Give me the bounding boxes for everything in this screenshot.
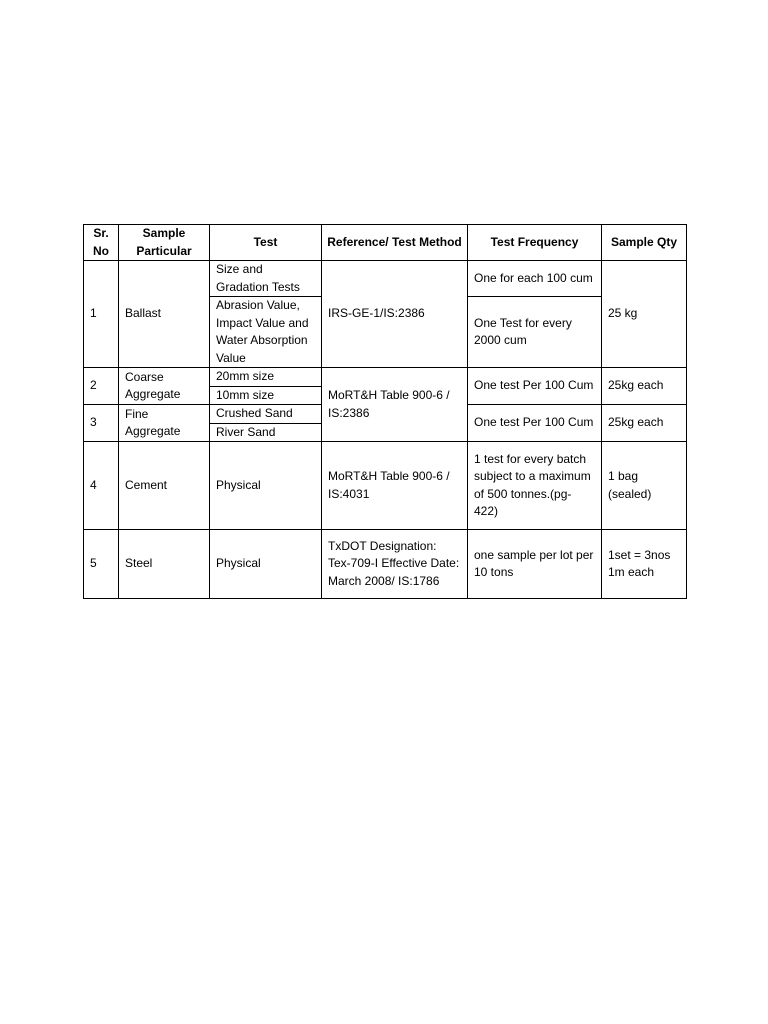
cell-test-frequency: One test Per 100 Cum [468,368,602,405]
cell-test: 10mm size [210,386,322,405]
cell-sr-no: 4 [84,442,119,530]
table-row-steel [84,530,687,599]
header-sample-qty: Sample Qty [602,225,687,261]
cell-test-frequency: One Test for every 2000 cum [468,297,602,368]
cell-test-frequency: one sample per lot per 10 tons [468,530,602,599]
cell-sr-no: 2 [84,368,119,405]
cell-test: Physical [210,530,322,599]
cell-reference: TxDOT Designation: Tex-709-I Effective Date: March 2008/ IS:1786 [322,530,468,599]
cell-sample-particular: Coarse Aggregate [119,368,210,405]
cell-sample-qty: 25kg each [602,368,687,405]
cell-test: Abrasion Value, Impact Value and Water Absorption Value [210,297,322,368]
cell-sample-qty: 25 kg [602,261,687,368]
header-reference: Reference/ Test Method [322,225,468,261]
cell-sr-no: 1 [84,261,119,368]
test-specification-table [83,224,687,599]
cell-sample-qty: 1set = 3nos 1m each [602,530,687,599]
cell-reference: IRS-GE-1/IS:2386 [322,261,468,368]
cell-test: 20mm size [210,368,322,387]
cell-sample-qty: 1 bag (sealed) [602,442,687,530]
cell-test-frequency: 1 test for every batch subject to a maximum of 500 tonnes.(pg-422) [468,442,602,530]
cell-test: Crushed Sand [210,405,322,424]
cell-sample-particular: Ballast [119,261,210,368]
cell-sample-particular: Steel [119,530,210,599]
cell-test: River Sand [210,423,322,442]
table-row-cement [84,442,687,530]
cell-sample-qty: 25kg each [602,405,687,442]
cell-test-frequency: One for each 100 cum [468,261,602,297]
header-row [84,225,687,261]
cell-reference: MoRT&H Table 900-6 / IS:4031 [322,442,468,530]
header-test-frequency: Test Frequency [468,225,602,261]
header-sample-particular: Sample Particular [119,225,210,261]
header-sr-no: Sr. No [84,225,119,261]
cell-test: Size and Gradation Tests [210,261,322,297]
cell-test: Physical [210,442,322,530]
cell-sr-no: 5 [84,530,119,599]
cell-sample-particular: Fine Aggregate [119,405,210,442]
table-row-coarse-aggregate [84,368,687,387]
header-test: Test [210,225,322,261]
cell-sr-no: 3 [84,405,119,442]
cell-reference: MoRT&H Table 900-6 / IS:2386 [322,368,468,442]
cell-test-frequency: One test Per 100 Cum [468,405,602,442]
table-row-ballast [84,261,687,297]
cell-sample-particular: Cement [119,442,210,530]
